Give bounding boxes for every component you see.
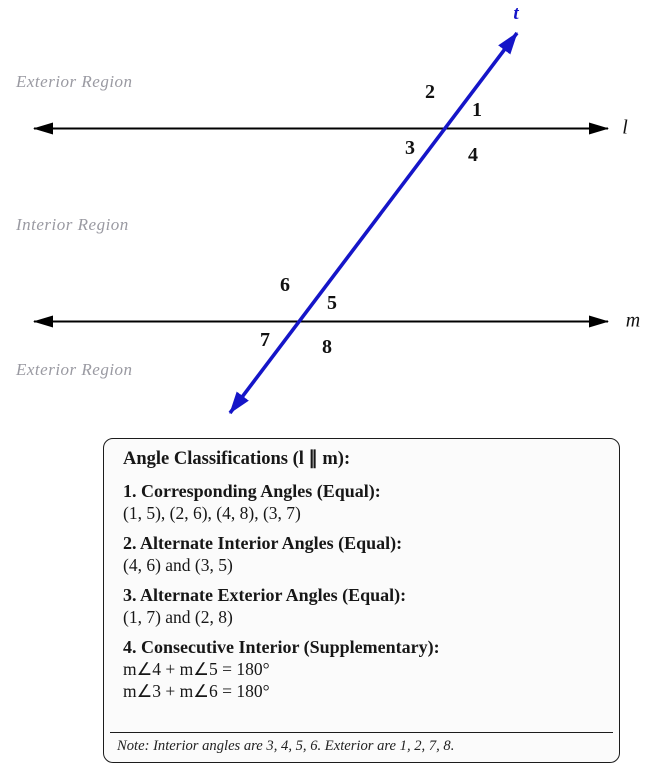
interior-region-label: Interior Region	[16, 215, 129, 234]
item-body: (1, 5), (2, 6), (4, 8), (3, 7)	[123, 503, 301, 523]
item-body: m∠3 + m∠6 = 180°	[123, 681, 270, 701]
classification-item-consecutive-interior	[123, 637, 603, 702]
classifications-content	[104, 439, 619, 732]
classification-item-corresponding	[123, 481, 603, 524]
classifications-title: Angle Classifications (l ∥ m):	[123, 449, 351, 469]
exterior-region-label-bottom: Exterior Region	[16, 360, 133, 379]
item-body: (1, 7) and (2, 8)	[123, 607, 233, 627]
angle-label-8: 8	[322, 336, 332, 358]
angle-label-7: 7	[260, 329, 270, 351]
angle-label-6: 6	[280, 274, 290, 296]
item-heading: 1. Corresponding Angles (Equal):	[123, 481, 381, 501]
line-label-l: l	[622, 116, 628, 139]
classifications-note: Note: Interior angles are 3, 4, 5, 6. Exterior are 1, 2, 7, 8.	[110, 732, 613, 762]
item-body: (4, 6) and (3, 5)	[123, 555, 233, 575]
item-heading: 3. Alternate Exterior Angles (Equal):	[123, 585, 407, 605]
angle-label-3: 3	[405, 137, 415, 159]
item-heading: 4. Consecutive Interior (Supplementary):	[123, 637, 440, 657]
angle-label-2: 2	[425, 81, 435, 103]
angle-label-5: 5	[327, 292, 337, 314]
classification-item-alternate-interior	[123, 533, 603, 576]
exterior-region-label-top: Exterior Region	[16, 72, 133, 91]
line-label-m: m	[625, 309, 641, 332]
angle-classifications-box	[103, 438, 620, 763]
classification-item-alternate-exterior	[123, 585, 603, 628]
transversal-label-t: t	[513, 3, 519, 24]
angle-label-4: 4	[468, 144, 478, 166]
transversal-line-t	[230, 33, 517, 413]
item-heading: 2. Alternate Interior Angles (Equal):	[123, 533, 403, 553]
item-body: m∠4 + m∠5 = 180°	[123, 659, 270, 679]
angle-label-1: 1	[472, 99, 482, 121]
